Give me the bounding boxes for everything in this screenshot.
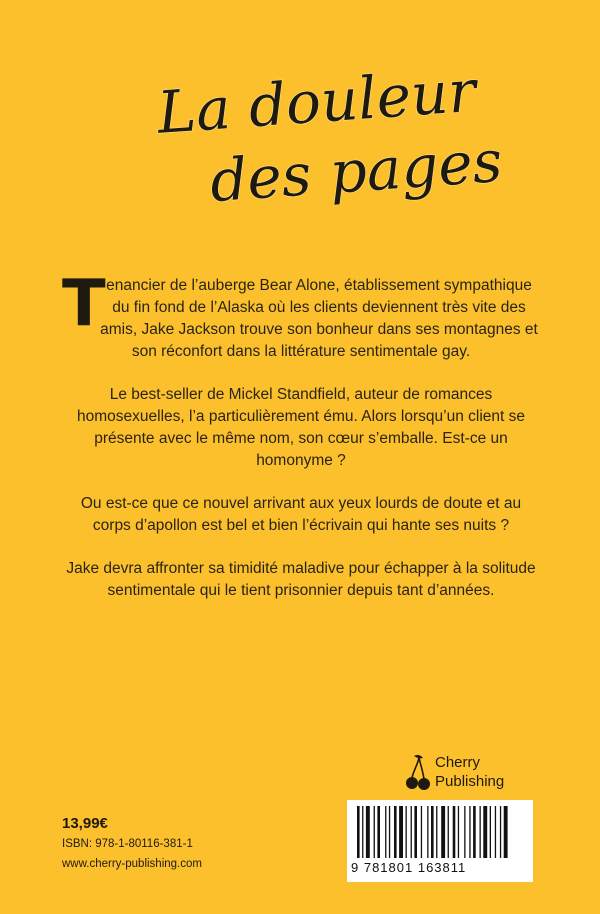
- blurb-paragraph-3: Ou est-ce que ce nouvel arrivant aux yeux lourds de doute et au corps d’apollon est bel et bien l’écrivain qui hante ses nuits ?: [80, 495, 522, 534]
- publisher-name-line-2: Publishing: [435, 773, 505, 790]
- barcode-bar: [385, 806, 386, 858]
- barcode: [347, 800, 533, 882]
- barcode-bar: [389, 806, 390, 858]
- publisher-logo: [405, 750, 525, 794]
- barcode-bar: [495, 806, 496, 858]
- barcode-bar: [464, 806, 465, 858]
- barcode-bar: [394, 806, 397, 858]
- barcode-bar: [500, 806, 501, 858]
- barcode-bar: [414, 806, 417, 858]
- book-blurb: [62, 267, 540, 623]
- barcode-bar: [473, 806, 476, 858]
- barcode-bar: [399, 806, 403, 858]
- blurb-paragraph-2: Le best-seller de Mickel Standfield, auteur de romances homosexuelles, l’a particulièrement ému. Alors lorsqu’un client se présente avec le même nom, son cœur s’emballe. Est-ce un homonyme ?: [77, 386, 525, 469]
- price: 13,99€: [62, 815, 108, 832]
- barcode-bar: [427, 806, 428, 858]
- barcode-bar: [377, 806, 380, 858]
- title-line-1: La douleur: [155, 56, 478, 147]
- blurb-paragraph-1: [62, 267, 540, 363]
- barcode-digits: 9 781801 163811: [351, 860, 467, 875]
- blurb-paragraph-1-text: enancier de l’auberge Bear Alone, établissement sympathique du fin fond de l’Alaska où les clients deviennent très vite des amis, Jake Jackson trouve son bonheur dans ses montagnes et son réconfort dans la littérature sentimentale gay.: [100, 277, 538, 360]
- publisher-name-line-1: Cherry: [435, 754, 481, 771]
- title-line-2: des pages: [207, 126, 505, 216]
- barcode-bar: [362, 806, 363, 858]
- barcode-bar: [406, 806, 407, 858]
- barcode-bar: [441, 806, 445, 858]
- barcode-bar: [357, 806, 360, 858]
- cherry-icon: [405, 752, 431, 792]
- barcode-bar: [431, 806, 434, 858]
- barcode-bar: [458, 806, 459, 858]
- barcode-bars: [357, 806, 523, 860]
- isbn: ISBN: 978-1-80116-381-1: [62, 838, 193, 850]
- publisher-name: [435, 753, 504, 791]
- barcode-bar: [374, 806, 375, 858]
- barcode-bar: [448, 806, 449, 858]
- barcode-bar: [490, 806, 491, 858]
- barcode-bar: [411, 806, 412, 858]
- book-title: [150, 55, 505, 216]
- website-url: www.cherry-publishing.com: [62, 858, 202, 870]
- blurb-paragraph-4: Jake devra affronter sa timidité maladive pour échapper à la solitude sentimentale qui le tient prisonnier depuis tant d’années.: [66, 560, 536, 599]
- barcode-bar: [366, 806, 370, 858]
- barcode-bar: [469, 806, 470, 858]
- barcode-bar: [483, 806, 487, 858]
- drop-cap: T: [62, 267, 106, 341]
- barcode-bar: [421, 806, 422, 858]
- barcode-bar: [504, 806, 508, 858]
- barcode-bar: [480, 806, 481, 858]
- barcode-bar: [436, 806, 437, 858]
- barcode-bar: [453, 806, 456, 858]
